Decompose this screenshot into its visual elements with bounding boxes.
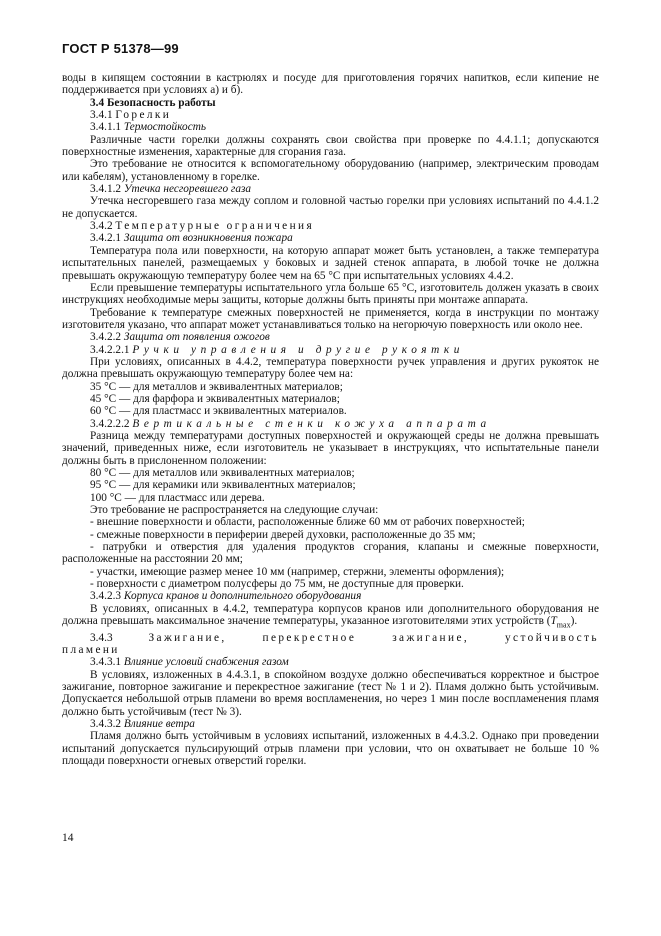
heading-title: Горелки <box>115 109 172 122</box>
standard-header: ГОСТ Р 51378—99 <box>62 41 179 56</box>
subsection-heading <box>62 418 599 430</box>
paragraph: Это требование не распространяется на следующие случаи: <box>90 504 379 517</box>
heading-title: Вертикальные стенки кожуха аппарата <box>132 417 491 430</box>
t-max-subscript: max <box>556 620 571 630</box>
heading-title: Термостойкость <box>123 121 207 134</box>
heading-number: 3.4.1 <box>90 109 113 122</box>
section-heading: 3.4 Безопасность работы <box>90 96 216 109</box>
heading-number: 3.4.2.2 <box>90 331 122 344</box>
heading-number: 3.4.2.2.2 <box>90 417 130 430</box>
t-max-symbol: T <box>550 615 557 628</box>
heading-title: Корпуса кранов и дополнительного оборудования <box>123 590 362 603</box>
list-item: - участки, имеющие размер менее 10 мм (например, стержни, элементы оформления); <box>90 565 505 578</box>
heading-number: 3.4.2 <box>90 220 113 233</box>
subsection-heading <box>62 232 599 244</box>
list-item: 95 °С — для керамики или эквивалентных материалов; <box>90 479 356 492</box>
paragraph: Разница между температурами доступных поверхностей и окружающей среды не должна превышать значений, приведенных ниже, если изготовитель не указывает в инструкциях, что испытательные панели должны быть в прислоненном положении: <box>62 429 599 467</box>
list-item: - внешние поверхности и области, расположенные ближе 60 мм от рабочих поверхностей; <box>90 516 525 529</box>
list-item: - поверхности с диаметром полусферы до 75 мм, не доступные для проверки. <box>90 578 464 591</box>
heading-word: Зажигание, <box>148 631 227 644</box>
heading-title: Влияние ветра <box>123 718 195 731</box>
subsection-heading <box>62 344 599 356</box>
heading-number: 3.4.1.2 <box>90 183 122 196</box>
heading-title: Защита от возникновения пожара <box>123 232 293 245</box>
list-item: 80 °С — для металлов или эквивалентных материалов; <box>90 467 355 479</box>
list-item: - патрубки и отверстия для удаления продуктов сгорания, клапаны и смежные поверхности, расположенные на расстоянии 20 мм; <box>62 541 599 566</box>
heading-number: 3.4.2.2.1 <box>90 343 130 356</box>
heading-title: Утечка несгоревшего газа <box>123 183 252 196</box>
heading-title: Влияние условий снабжения газом <box>123 656 289 669</box>
list-item: 60 °С — для пластмасс и эквивалентных материалов. <box>90 405 347 418</box>
heading-title: Температурные ограничения <box>115 220 315 233</box>
heading-title: Ручки управления и другие рукоятки <box>132 343 465 356</box>
paragraph: В условиях, изложенных в 4.4.3.1, в спокойном воздухе должно обеспечиваться корректное и быстрое зажигание, повторное зажигание и перекрестное зажигание (тест № 1 и 2). Пламя должно быть устойчивым. Допускается небольшой отрыв пламени во время воспламенения, но через 1 мин после воспламенения пламя должно быть устойчивым (тест № 3). <box>62 668 599 718</box>
heading-number: 3.4.3.2 <box>90 718 122 731</box>
heading-number: 3.4.1.1 <box>90 121 122 134</box>
heading-word: зажигание, <box>392 631 470 644</box>
list-item: 45 °С — для фарфора и эквивалентных материалов; <box>90 392 340 405</box>
paragraph: Различные части горелки должны сохранять свои свойства при проверке по 4.4.1.1; допускаются поверхностные изменения, характерные для сгорания газа. <box>62 133 599 159</box>
list-item: 100 °С — для пластмасс или дерева. <box>90 491 265 504</box>
paragraph: В условиях, описанных в 4.4.2, температура корпусов кранов или дополнительного оборудования не должна превышать максимальное значение температуры, указанное изготовителями этих устройств $(T_{max})$. <box>62 602 599 630</box>
paragraph: воды в кипящем состоянии в кастрюлях и посуде для приготовления горячих напитков, если кипение не поддерживается при условиях а) и б). <box>62 72 599 97</box>
subsection-heading <box>62 590 599 602</box>
subsection-heading <box>62 109 599 121</box>
paragraph: Пламя должно быть устойчивым в условиях испытаний, изложенных в 4.4.3.2. Однако при проведении испытаний допускается пульсирующий отрыв пламени при условии, что он охватывает не больше 10 % площади поверхности огневых отверстий горелки. <box>62 730 599 768</box>
paragraph: При условиях, описанных в 4.4.2, температура поверхности ручек управления и других рукояток не должна превышать окружающую температуру более чем на: <box>62 355 599 381</box>
heading-word: устойчивость <box>505 631 599 644</box>
list-item: - смежные поверхности в периферии дверей духовки, расположенные до 35 мм; <box>90 528 476 541</box>
heading-number: 3.4.2.1 <box>90 232 122 245</box>
heading-number: 3.4.2.3 <box>90 590 122 603</box>
paragraph: Утечка несгоревшего газа между соплом и головной частью горелки при условиях испытаний по 4.4.1.2 не допускается. <box>62 195 599 220</box>
subsection-heading <box>62 331 599 343</box>
subsection-heading <box>62 718 599 730</box>
document-body <box>62 72 599 768</box>
paragraph: Если превышение температуры испытательного угла больше 65 °С, изготовитель должен указать в своих инструкциях необходимые меры защиты, которые должны быть приняты при монтаже аппарата. <box>62 281 599 307</box>
heading-title: Защита от появления ожогов <box>123 331 270 344</box>
subsection-heading <box>62 121 599 133</box>
subsection-heading <box>62 183 599 195</box>
subsection-heading <box>62 220 599 232</box>
subsection-heading <box>62 632 599 644</box>
paragraph: Это требование не относится к вспомогательному оборудованию (например, электрическим проводам или кабелям), установленному в горелке. <box>62 158 599 183</box>
heading-continuation: пламени <box>62 644 120 657</box>
subsection-heading <box>62 656 599 668</box>
heading-number: 3.4.3.1 <box>90 656 122 669</box>
heading-word: перекрестное <box>262 631 357 644</box>
heading-number: 3.4.3 <box>90 631 113 644</box>
paragraph: Требование к температуре смежных поверхностей не применяется, когда в инструкции по монтажу изготовителя указано, что аппарат может устанавливаться только на негорючую поверхность или около нее. <box>62 306 599 331</box>
paragraph: Температура пола или поверхности, на которую аппарат может быть установлен, а также температура испытательных панелей, размещаемых у боковых и задней стенок аппарата, в любой точке не должна превышать окружающую температуру более чем на 65 °С при испытательных условиях 4.4.2. <box>62 244 599 282</box>
page-number: 14 <box>62 832 74 844</box>
list-item: 35 °С — для металлов и эквивалентных материалов; <box>90 380 343 393</box>
